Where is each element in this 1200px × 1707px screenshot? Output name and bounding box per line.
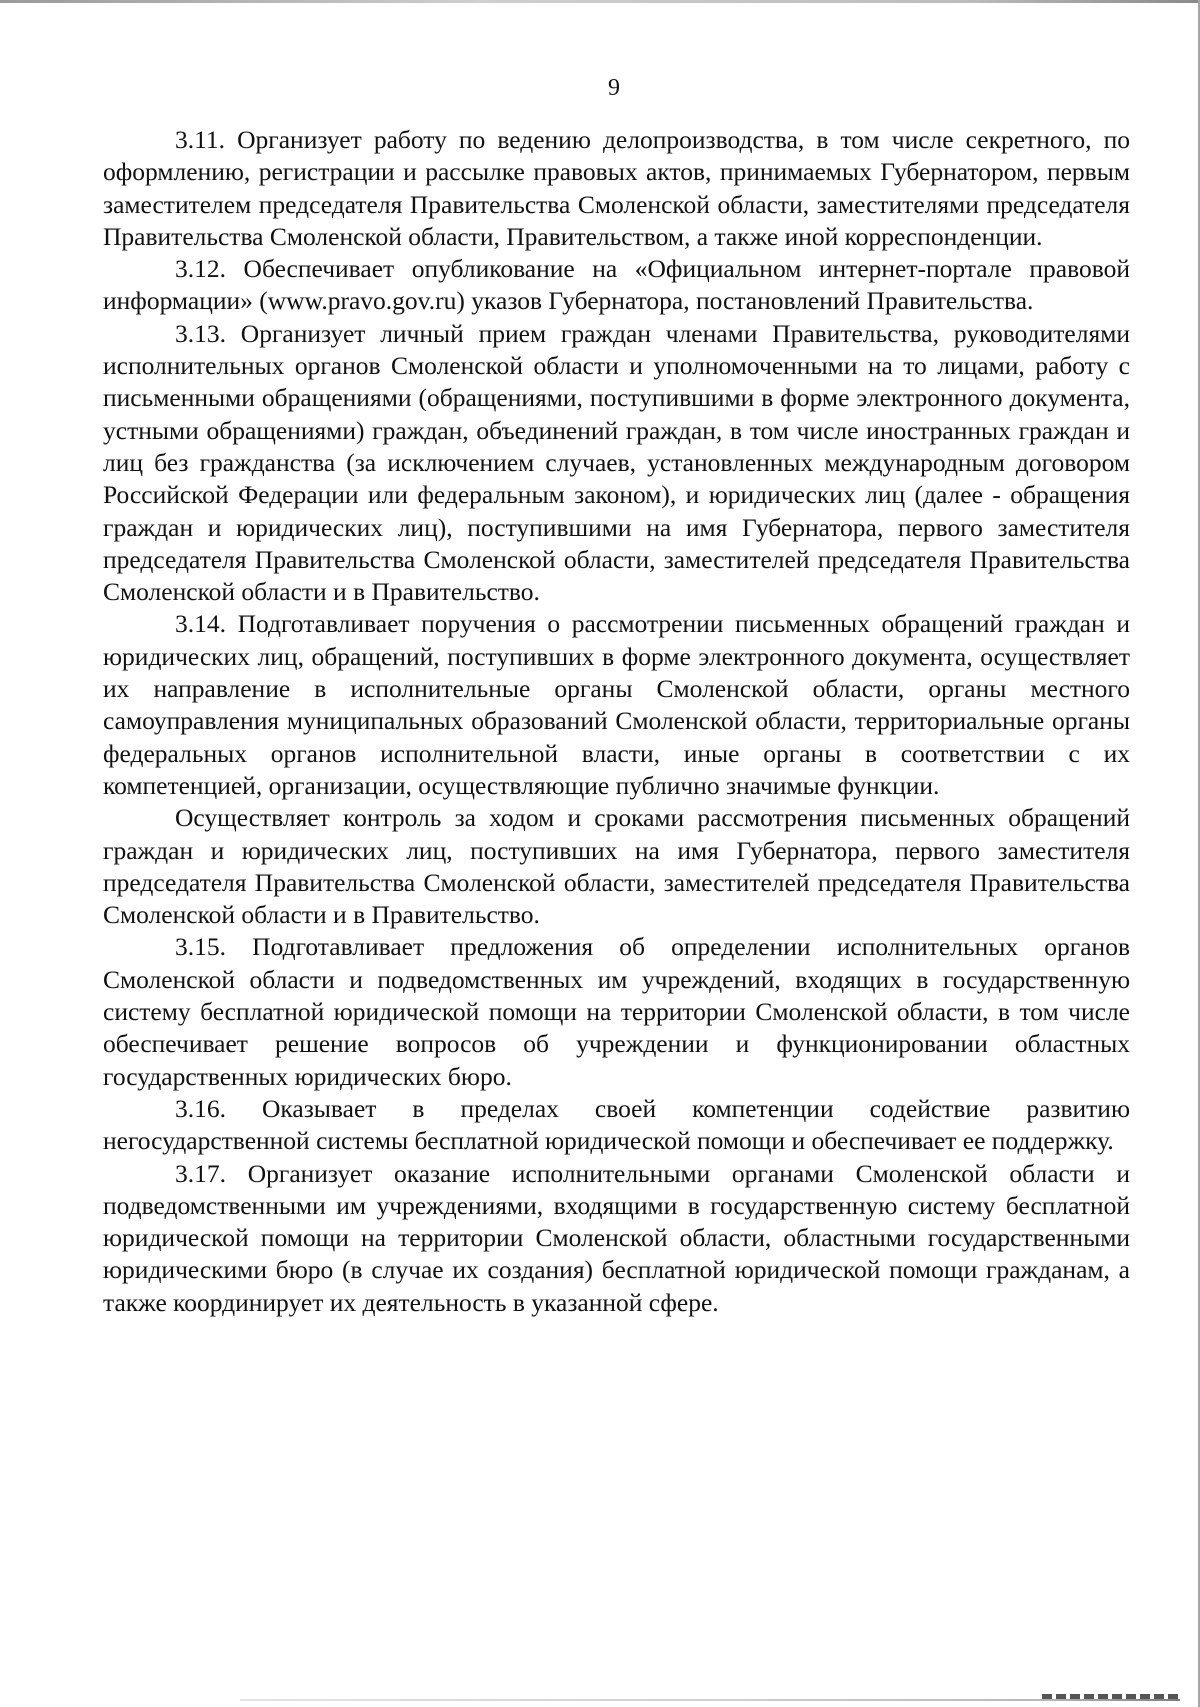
scan-edge-bottom bbox=[240, 1699, 1180, 1701]
page-number: 9 bbox=[608, 75, 620, 101]
paragraph-3-12: 3.12. Обеспечивает опубликование на «Официальном интернет-портале правовой информации» (www.pravo.gov.ru) указов Губернатора, постановлений Правительства. bbox=[103, 254, 1130, 316]
paragraph-3-14: 3.14. Подготавливает поручения о рассмотрении письменных обращений граждан и юридических лиц, обращений, поступивших в форме электронного документа, осуществляет их направление в исполнительные органы Смоленской области, органы местного самоуправления муниципальных образований Смоленской области, территориальные органы федеральных органов исполнительной власти, иные органы в соответствии с их компетенцией, организации, осуществляющие публично значимые функции. bbox=[103, 609, 1130, 800]
paragraph-3-16: 3.16. Оказывает в пределах своей компетенции содействие развитию негосударственной системы бесплатной юридической помощи и обеспечивает ее поддержку. bbox=[103, 1093, 1130, 1156]
paragraph-3-15: 3.15. Подготавливает предложения об определении исполнительных органов Смоленской области и подведомственных им учреждений, входящих в государственную систему бесплатной юридической помощи на территории Смоленской области, в том числе обеспечивает решение вопросов об учреждении и функционировании областных государственных юридических бюро. bbox=[103, 932, 1130, 1091]
paragraph-3-17: 3.17. Организует оказание исполнительными органами Смоленской области и подведомственными им учреждениями, входящими в государственную систему бесплатной юридической помощи на территории Смоленской области, областными государственными юридическими бюро (в случае их создания) бесплатной юридической помощи гражданам, а также координирует их деятельность в указанной сфере. bbox=[103, 1158, 1130, 1317]
document-body bbox=[103, 124, 1130, 1319]
paragraph-3-13: 3.13. Организует личный прием граждан членами Правительства, руководителями исполнительных органов Смоленской области и уполномоченными на то лицами, работу с письменными обращениями (обращениями, поступившими в форме электронного документа, устными обращениями) граждан, объединений граждан, в том числе иностранных граждан и лиц без гражданства (за исключением случаев, установленных международным договором Российской Федерации или федеральным законом), и юридических лиц (далее - обращения граждан и юридических лиц), поступившими на имя Губернатора, первого заместителя председателя Правительства Смоленской области, заместителей председателя Правительства Смоленской области и в Правительство. bbox=[103, 318, 1130, 607]
scan-edge-top bbox=[0, 0, 1200, 3]
paragraph-3-11: 3.11. Организует работу по ведению делопроизводства, в том числе секретного, по оформлению, регистрации и рассылке правовых актов, принимаемых Губернатором, первым заместителем председателя Правительства Смоленской области, заместителями председателя Правительства Смоленской области, Правительством, а также иной корреспонденции. bbox=[103, 125, 1130, 251]
scan-artifact-dashes bbox=[1042, 1694, 1182, 1699]
paragraph-3-14-control: Осуществляет контроль за ходом и сроками рассмотрения письменных обращений граждан и юридических лиц, поступивших на имя Губернатора, первого заместителя председателя Правительства Смоленской области, заместителей председателя Правительства Смоленской области и в Правительство. bbox=[103, 803, 1130, 930]
